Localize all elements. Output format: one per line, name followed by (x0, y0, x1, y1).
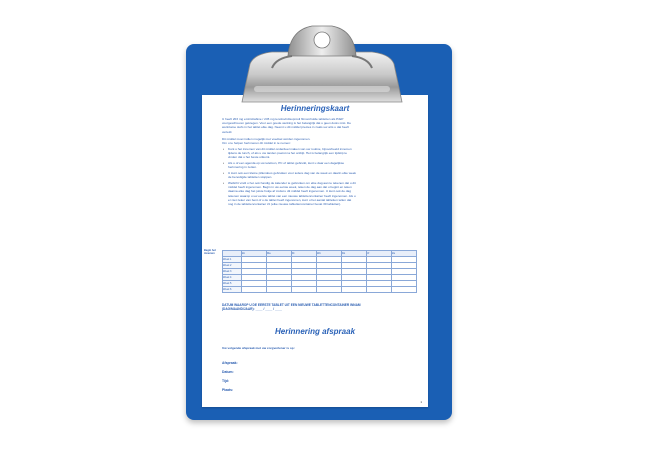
bullet-line: er niet zeker van bent of u de tablet heeft ingenomen, kunt u het aantal tabletten tellen dat (228, 197, 352, 202)
tips-line: Om u te helpen herinneren dit middel in te nemen: (222, 141, 291, 146)
day-header: Wo (317, 251, 342, 257)
first-tablet-date (222, 303, 361, 312)
appointment-intro: Uw volgende afspraak met uw zorgverlener is op: (222, 346, 295, 350)
field-appointment: Afspraak: (222, 361, 238, 365)
week-label: Week 6 (223, 287, 242, 293)
weekly-calendar-table (222, 250, 417, 293)
document-title: Herinneringskaart (280, 104, 350, 113)
page-number: 1 (420, 400, 422, 404)
week-label: Week 1 (223, 257, 242, 263)
bullet-line: nog in de tablettencontainer zit (elke nieuwe tablettencontainer bevat 30 tabletten). (228, 202, 342, 207)
day-header: Do (342, 251, 367, 257)
intro-line: werkzame stofs in het tablet elke dag. Neemt u dit middel precies in zoals uw arts u dat heeft (222, 125, 349, 130)
table-row (223, 287, 417, 293)
day-cell[interactable] (292, 287, 317, 293)
intro-line: U heeft 203 mg emtricitabine / 245 mg tenofovirdisoproxil filmomhulde tabletten als PrEP (222, 117, 344, 121)
bullet-line: tekenen waarop u uw eerste tablet van een nieuwe tablettencontainer heeft ingenomen. Als u (228, 193, 356, 198)
day-header: Za (392, 251, 417, 257)
date-line: (DAG/MAAND/JAAR): ____ / ____ / ____ (222, 307, 283, 312)
document-page (202, 95, 428, 407)
tips-intro (222, 137, 310, 145)
bullet-line: herinnering in zetten. (228, 165, 257, 170)
tips-line: Dit middel moet indien mogelijk met voedsel worden ingenomen. (222, 137, 311, 141)
day-cell[interactable] (342, 287, 367, 293)
day-cell[interactable] (367, 287, 392, 293)
bullet-item: • Als u of een agenda op uw telefoon, PC of tablet gebruikt, kunt u daar een dagelijkse herinnering in zetten. (223, 161, 345, 170)
bullet-item: • Kunt u het innemen van dit middel onderdeel maken van uw routine, bijvoorbeeld innemen tijdens de lunch, of als u uw tanden poetst na het ontbijt. Het is belangrijk een tijdstip te vinden dat u het beste uitkomt. (223, 147, 352, 160)
field-place: Plaats: (222, 388, 234, 392)
bullet-line: Als u of een agenda op uw telefoon, PC of tablet gebruikt, kunt u daar een dagelijkse (228, 161, 345, 165)
bullet-line: Kunt u het innemen van dit middel onderdeel maken van uw routine, bijvoorbeeld innemen (228, 147, 352, 151)
table-side-label (204, 249, 216, 255)
day-header: Zo (242, 251, 267, 257)
intro-line: verteld. (222, 129, 233, 134)
table-side-label-line: innemen (204, 252, 215, 255)
day-header: Vr (367, 251, 392, 257)
bullet-item: • U kunt ook een kleine pillendoos gebruiken voor iedere dag van de week en daarin elke week de benodigde tabletten stoppen. (223, 171, 356, 180)
bullet-item: • Wellicht vindt u het ook handig de kalender te gebruiken om elke dag aan te tekenen dat u dit middel heeft ingenomen. Begin in uw eerste week, teken de dag aan dat u begint en teken daarna elke dag het juiste hokje af zodat u dit middel heeft ingenomen. U kunt ook de dag tekenen waarop u uw eerste tablet van een nieuwe tablettencontainer heeft ingenomen. Als u er niet zeker van bent of u de tablet heeft ingenomen, kunt u het aantal tabletten tellen dat nog in de tablettencontainer zit (elke nieuwe tablettencontainer bevat 30 tabletten). (223, 181, 356, 207)
day-header: Ma (267, 251, 292, 257)
bullet-line: Wellicht vindt u het ook handig de kalender te gebruiken om elke dag aan te tekenen dat u dit (228, 181, 356, 185)
bullet-line: middel heeft ingenomen. Begin in uw eerste week, teken de dag aan dat u begint en teken (228, 185, 352, 190)
day-cell[interactable] (242, 287, 267, 293)
day-cell[interactable] (317, 287, 342, 293)
field-time: Tijd: (222, 379, 230, 383)
bullet-line: tijdens de lunch, of als u uw tanden poetst na het ontbijt. Het is belangrijk een tijdstip te (228, 151, 348, 156)
week-label: Week 4 (223, 275, 242, 281)
intro-line: voorgeschreven gekregen. Voor een goede werking is het belangrijk dat u geen dosis mist. De (222, 121, 351, 126)
bullet-line: vinden dat u het beste uitkomt. (228, 155, 271, 160)
date-line: DATUM WAAROP U DE EERSTE TABLET UIT EEN NIEUWE TABLETTENCONTAINER INNAM (222, 303, 361, 307)
bullet-line: de benodigde tabletten stoppen. (228, 175, 273, 180)
bullet-line: U kunt ook een kleine pillendoos gebruiken voor iedere dag van de week en daarin elke week (228, 171, 356, 175)
field-date: Datum: (222, 370, 234, 374)
day-cell[interactable] (392, 287, 417, 293)
clip-icon (232, 16, 412, 104)
week-label: Week 3 (223, 269, 242, 275)
bullet-line: daarna elke dag het juiste hokje af zodat u dit middel heeft ingenomen. U kunt ook de dag (228, 189, 351, 194)
day-header: Di (292, 251, 317, 257)
week-label: Week 5 (223, 281, 242, 287)
week-label: Week 2 (223, 263, 242, 269)
day-cell[interactable] (267, 287, 292, 293)
intro-paragraph (222, 117, 351, 134)
table-side-label-line: Begin het (204, 249, 216, 252)
appointment-title: Herinnering afspraak (274, 327, 356, 336)
